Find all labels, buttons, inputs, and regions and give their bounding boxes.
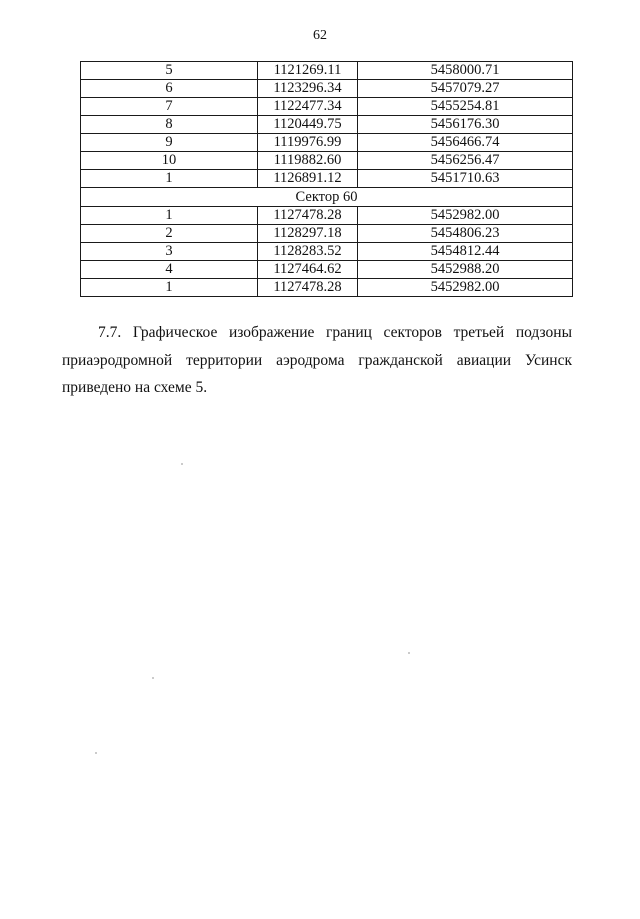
point-number-cell: 4 — [81, 261, 258, 279]
body-paragraph: 7.7. Графическое изображение границ секторов третьей подзоны приаэродромной территории аэродрома гражданской авиации Усинск приведено на схеме 5. — [62, 324, 572, 396]
point-number-cell: 1 — [81, 170, 258, 188]
point-number-cell: 5 — [81, 62, 258, 80]
y-coordinate-cell: 5452982.00 — [358, 279, 573, 297]
page-number: 62 — [313, 28, 327, 43]
y-coordinate-cell: 5452982.00 — [358, 207, 573, 225]
table-row — [81, 80, 573, 98]
y-coordinate-cell: 5454812.44 — [358, 243, 573, 261]
table-row — [81, 207, 573, 225]
scan-speck — [408, 652, 410, 654]
y-coordinate-cell: 5456256.47 — [358, 152, 573, 170]
table-row — [81, 243, 573, 261]
table-row — [81, 225, 573, 243]
x-coordinate-cell: 1127478.28 — [258, 207, 358, 225]
point-number-cell: 7 — [81, 98, 258, 116]
y-coordinate-cell: 5451710.63 — [358, 170, 573, 188]
x-coordinate-cell: 1121269.11 — [258, 62, 358, 80]
point-number-cell: 8 — [81, 116, 258, 134]
y-coordinate-cell: 5456466.74 — [358, 134, 573, 152]
y-coordinate-cell: 5457079.27 — [358, 80, 573, 98]
x-coordinate-cell: 1126891.12 — [258, 170, 358, 188]
table-row — [81, 98, 573, 116]
table-row — [81, 170, 573, 188]
scan-speck — [181, 463, 183, 465]
point-number-cell: 1 — [81, 207, 258, 225]
x-coordinate-cell: 1127478.28 — [258, 279, 358, 297]
y-coordinate-cell: 5455254.81 — [358, 98, 573, 116]
table-row — [81, 261, 573, 279]
point-number-cell: 10 — [81, 152, 258, 170]
scan-speck — [152, 677, 154, 679]
y-coordinate-cell: 5452988.20 — [358, 261, 573, 279]
x-coordinate-cell: 1128297.18 — [258, 225, 358, 243]
y-coordinate-cell: 5458000.71 — [358, 62, 573, 80]
point-number-cell: 9 — [81, 134, 258, 152]
sector-label: Сектор 60 — [81, 188, 573, 207]
x-coordinate-cell: 1119882.60 — [258, 152, 358, 170]
y-coordinate-cell: 5456176.30 — [358, 116, 573, 134]
x-coordinate-cell: 1120449.75 — [258, 116, 358, 134]
point-number-cell: 6 — [81, 80, 258, 98]
sector-header-row — [81, 188, 573, 207]
table-row — [81, 134, 573, 152]
point-number-cell: 1 — [81, 279, 258, 297]
coordinates-table — [80, 61, 573, 297]
x-coordinate-cell: 1123296.34 — [258, 80, 358, 98]
table-row — [81, 62, 573, 80]
table-row — [81, 116, 573, 134]
point-number-cell: 3 — [81, 243, 258, 261]
x-coordinate-cell: 1127464.62 — [258, 261, 358, 279]
table-row — [81, 279, 573, 297]
point-number-cell: 2 — [81, 225, 258, 243]
x-coordinate-cell: 1128283.52 — [258, 243, 358, 261]
scan-speck — [95, 752, 97, 754]
table-row — [81, 152, 573, 170]
y-coordinate-cell: 5454806.23 — [358, 225, 573, 243]
x-coordinate-cell: 1122477.34 — [258, 98, 358, 116]
x-coordinate-cell: 1119976.99 — [258, 134, 358, 152]
